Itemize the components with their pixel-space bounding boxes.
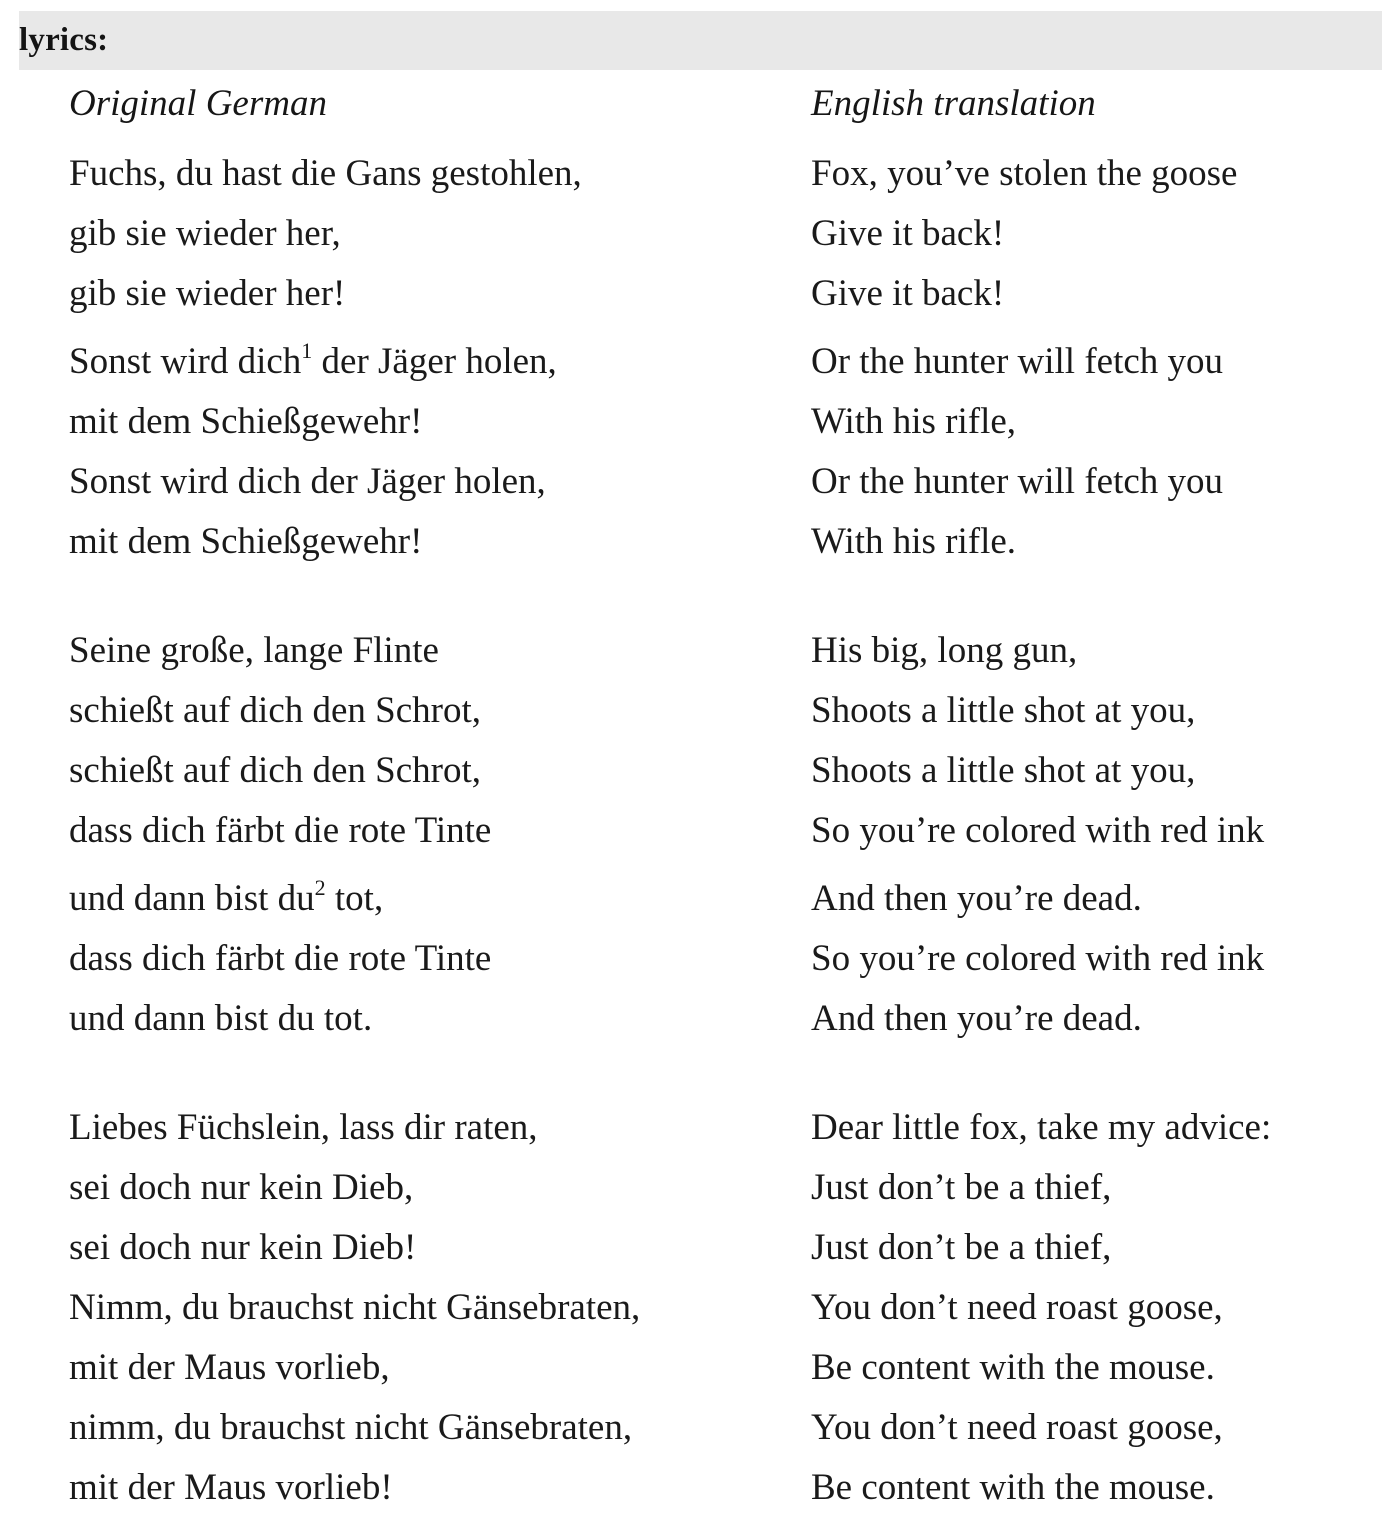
german-line-text: der Jäger holen, — [312, 341, 557, 382]
german-line — [69, 337, 557, 384]
german-line: nimm, du brauchst nicht Gänsebraten, — [69, 1407, 633, 1448]
german-line: mit dem Schießgewehr! — [69, 401, 423, 442]
german-line: mit der Maus vorlieb! — [69, 1467, 393, 1508]
german-line: Sonst wird dich der Jäger holen, — [69, 461, 546, 502]
english-line: And then you’re dead. — [811, 998, 1142, 1039]
german-line-text: Sonst wird dich — [69, 341, 302, 382]
english-line: Shoots a little shot at you, — [811, 750, 1196, 791]
english-line: With his rifle, — [811, 401, 1017, 442]
english-line: Fox, you’ve stolen the goose — [811, 153, 1238, 194]
german-line: dass dich färbt die rote Tinte — [69, 938, 492, 979]
english-line: You don’t need roast goose, — [811, 1407, 1223, 1448]
lyrics-label: lyrics: — [19, 22, 109, 58]
english-line: Give it back! — [811, 273, 1005, 314]
english-line: Shoots a little shot at you, — [811, 690, 1196, 731]
footnote-marker: 2 — [314, 874, 326, 900]
german-line-text: tot, — [325, 878, 384, 919]
english-line: Just don’t be a thief, — [811, 1227, 1112, 1268]
german-heading: Original German — [69, 83, 327, 124]
english-line: Give it back! — [811, 213, 1005, 254]
english-line: His big, long gun, — [811, 630, 1078, 671]
german-line: Liebes Füchslein, lass dir raten, — [69, 1107, 538, 1148]
english-line: So you’re colored with red ink — [811, 810, 1265, 851]
german-line: Nimm, du brauchst nicht Gänsebraten, — [69, 1287, 641, 1328]
german-line: und dann bist du tot. — [69, 998, 373, 1039]
english-line: Or the hunter will fetch you — [811, 461, 1224, 502]
lyrics-section-header — [19, 11, 1382, 70]
german-line — [69, 874, 384, 921]
english-line: So you’re colored with red ink — [811, 938, 1265, 979]
english-heading: English translation — [811, 83, 1096, 124]
english-line: Just don’t be a thief, — [811, 1167, 1112, 1208]
german-line: mit der Maus vorlieb, — [69, 1347, 390, 1388]
german-line: Fuchs, du hast die Gans gestohlen, — [69, 153, 582, 194]
english-line: Be content with the mouse. — [811, 1347, 1215, 1388]
german-line: dass dich färbt die rote Tinte — [69, 810, 492, 851]
german-line: schießt auf dich den Schrot, — [69, 690, 482, 731]
german-line: mit dem Schießgewehr! — [69, 521, 423, 562]
english-line: Dear little fox, take my advice: — [811, 1107, 1272, 1148]
german-line: schießt auf dich den Schrot, — [69, 750, 482, 791]
english-line: With his rifle. — [811, 521, 1017, 562]
german-line: gib sie wieder her, — [69, 213, 341, 254]
english-line: And then you’re dead. — [811, 878, 1142, 919]
german-line: sei doch nur kein Dieb, — [69, 1167, 414, 1208]
german-line: Seine große, lange Flinte — [69, 630, 439, 671]
german-line-text: und dann bist du — [69, 878, 315, 919]
german-line: gib sie wieder her! — [69, 273, 346, 314]
english-line: You don’t need roast goose, — [811, 1287, 1223, 1328]
footnote-marker: 1 — [301, 337, 313, 363]
english-line: Be content with the mouse. — [811, 1467, 1215, 1508]
german-line: sei doch nur kein Dieb! — [69, 1227, 417, 1268]
english-line: Or the hunter will fetch you — [811, 341, 1224, 382]
